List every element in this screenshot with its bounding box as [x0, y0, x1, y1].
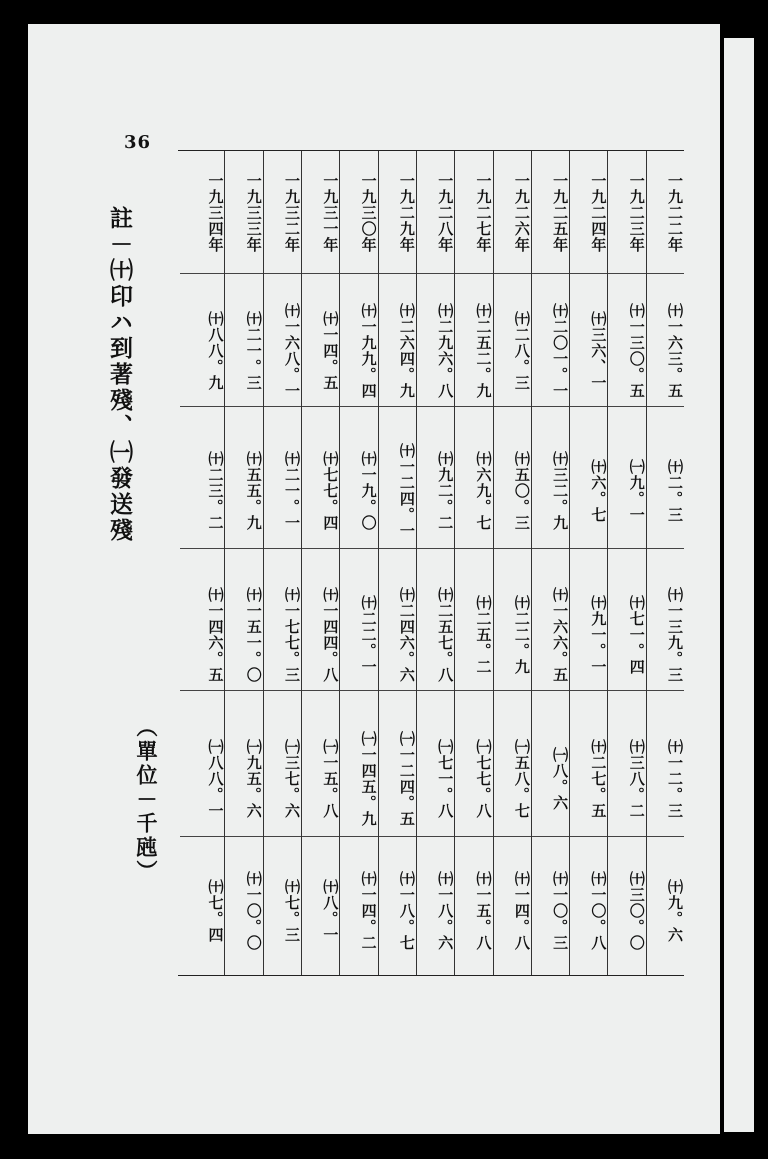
value-cell: ㈩三〇。〇 [627, 871, 646, 951]
value-cell: ㈩二二。九 [512, 595, 531, 675]
value-cell: ㈩二八。三 [512, 311, 531, 391]
value-cell: ㈩二七。五 [589, 739, 608, 819]
value-cell: ㈩七。四 [206, 879, 225, 943]
value-cell: ㈩一四。五 [321, 311, 340, 391]
year-cell: 一九三〇年 [359, 173, 378, 253]
value-cell: ㈩八。一 [321, 879, 340, 943]
value-cell: ㈩六。七 [589, 459, 608, 523]
value-cell: ㈩九二。二 [436, 451, 455, 531]
value-cell: ㈩二四六。六 [397, 587, 416, 683]
year-cell: 一九三四年 [206, 173, 225, 253]
value-cell: ㈩七一。四 [627, 595, 646, 675]
value-cell: ㈩一〇。三 [551, 871, 570, 951]
value-cell: ㈩二三。二 [206, 451, 225, 531]
value-cell: ㈠七七。八 [474, 739, 493, 819]
table-column [339, 151, 377, 975]
table-column [493, 151, 531, 975]
value-cell: ㈩一八。七 [397, 871, 416, 951]
value-cell: ㈩三六、一 [589, 311, 608, 391]
value-cell: ㈩一二四。一 [397, 443, 416, 539]
value-cell: ㈩二五七。八 [436, 587, 455, 683]
value-cell: ㈩一六八。一 [283, 303, 302, 399]
value-cell: ㈩一九。〇 [359, 451, 378, 531]
value-cell: ㈩七七。四 [321, 451, 340, 531]
value-cell: ㈩二一。三 [244, 311, 263, 391]
value-cell: ㈩一五。八 [474, 871, 493, 951]
adjacent-page-edge [724, 38, 754, 1132]
value-cell: ㈩一六六。五 [551, 587, 570, 683]
value-cell: ㈩二。三 [666, 459, 684, 523]
value-cell: ㈩一八。六 [436, 871, 455, 951]
year-cell: 一九二八年 [436, 173, 455, 253]
value-cell: ㈠一二四。五 [397, 731, 416, 827]
value-cell: ㈩五五。九 [244, 451, 263, 531]
table-column [531, 151, 569, 975]
value-cell: ㈩二六四。九 [397, 303, 416, 399]
value-cell: ㈠八八。一 [206, 739, 225, 819]
table-column [263, 151, 301, 975]
value-cell: ㈩一七七。三 [283, 587, 302, 683]
year-cell: 一九三二年 [283, 173, 302, 253]
value-cell: ㈠八。六 [551, 747, 570, 811]
value-cell: ㈠一五。八 [321, 739, 340, 819]
table-column [569, 151, 607, 975]
year-cell: 一九二七年 [474, 173, 493, 253]
value-cell: ㈩八八。九 [206, 311, 225, 391]
year-cell: 一九二五年 [551, 173, 570, 253]
value-cell: ㈩一〇。八 [589, 871, 608, 951]
value-cell: ㈩五〇。三 [512, 451, 531, 531]
table-column [416, 151, 454, 975]
value-cell: ㈠七一。八 [436, 739, 455, 819]
table-column [186, 151, 224, 975]
value-cell: ㈩三二。九 [551, 451, 570, 531]
table-column [646, 151, 684, 975]
value-cell: ㈠一四五。九 [359, 731, 378, 827]
value-cell: ㈩三八。二 [627, 739, 646, 819]
value-cell: ㈩一〇。〇 [244, 871, 263, 951]
year-cell: 一九二六年 [512, 173, 531, 253]
value-cell: ㈠九五。六 [244, 739, 263, 819]
value-cell: ㈩二五。二 [474, 595, 493, 675]
table-column [301, 151, 339, 975]
value-cell: ㈩一二。三 [666, 739, 684, 819]
year-cell: 一九三一年 [321, 173, 340, 253]
year-cell: 一九三三年 [244, 173, 263, 253]
year-cell: 一九二二年 [666, 173, 684, 253]
table-column [454, 151, 492, 975]
value-cell: ㈩七。三 [283, 879, 302, 943]
value-cell: ㈩一五一。〇 [244, 587, 263, 683]
statistics-table [178, 150, 684, 976]
value-cell: ㈩二一。一 [283, 451, 302, 531]
unit-label: （單位－千瓲） [134, 716, 159, 884]
value-cell: ㈩二九六。八 [436, 303, 455, 399]
value-cell: ㈩一四。八 [512, 871, 531, 951]
value-cell: ㈩六九。七 [474, 451, 493, 531]
value-cell: ㈩二〇一。一 [551, 303, 570, 399]
footnote: 註－㈩印ハ到著殘、㈠發送殘 [106, 206, 133, 544]
value-cell: ㈩一三〇。五 [627, 303, 646, 399]
value-cell: ㈩二二。一 [359, 595, 378, 675]
value-cell: ㈠三七。六 [283, 739, 302, 819]
table-column [378, 151, 416, 975]
value-cell: ㈠九。一 [627, 459, 646, 523]
value-cell: ㈩九一。一 [589, 595, 608, 675]
value-cell: ㈩一四六。五 [206, 587, 225, 683]
value-cell: ㈩九。六 [666, 879, 684, 943]
value-cell: ㈠五八。七 [512, 739, 531, 819]
year-cell: 一九二三年 [627, 173, 646, 253]
value-cell: ㈩一九九。四 [359, 303, 378, 399]
value-cell: ㈩一四。二 [359, 871, 378, 951]
page-number: 36 [124, 132, 152, 153]
value-cell: ㈩二五二。九 [474, 303, 493, 399]
value-cell: ㈩一四四。八 [321, 587, 340, 683]
value-cell: ㈩一六三。五 [666, 303, 684, 399]
table-column [224, 151, 262, 975]
value-cell: ㈩一三九。三 [666, 587, 684, 683]
year-cell: 一九二四年 [589, 173, 608, 253]
table-column [607, 151, 645, 975]
year-cell: 一九二九年 [397, 173, 416, 253]
